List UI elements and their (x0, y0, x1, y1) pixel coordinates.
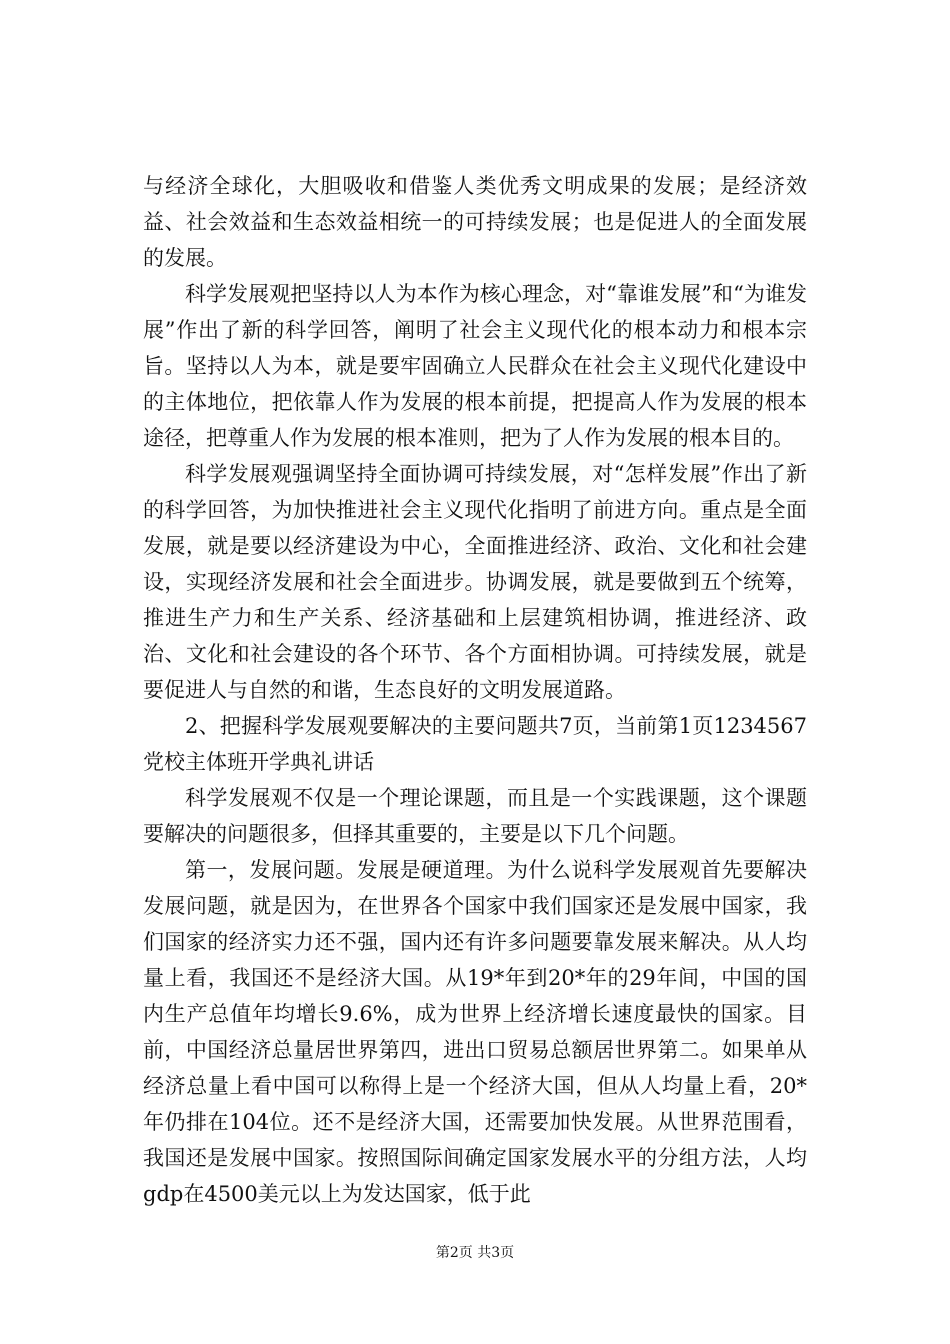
paragraph-development-issue: 第一，发展问题。发展是硬道理。为什么说科学发展观首先要解决发展问题，就是因为，在世界各个国家中我们国家还是发展中国家，我们国家的经济实力还不强，国内还有许多问题要靠发展来解决。从人均量上看，我国还不是经济大国。从19*年到20*年的29年间，中国的国内生产总值年均增长9.6%，成为世界上经济增长速度最快的国家。目前，中国经济总量居世界第四，进出口贸易总额居世界第二。如果单从经济总量上看中国可以称得上是一个经济大国，但从人均量上看，20*年仍排在104位。还不是经济大国，还需要加快发展。从世界范围看，我国还是发展中国家。按照国际间确定国家发展水平的分组方法，人均gdp在4500美元以上为发达国家，低于此 (143, 858, 807, 1206)
paragraph-section-heading: 2、把握科学发展观要解决的主要问题共7页，当前第1页1234567党校主体班开学典礼讲话 (143, 714, 807, 774)
paragraph-practice-topic: 科学发展观不仅是一个理论课题，而且是一个实践课题，这个课题要解决的问题很多，但择其重要的，主要是以下几个问题。 (143, 786, 807, 846)
paragraph-comprehensive-development: 科学发展观强调坚持全面协调可持续发展，对“怎样发展”作出了新的科学回答，为加快推进社会主义现代化指明了前进方向。重点是全面发展，就是要以经济建设为中心，全面推进经济、政治、文化和社会建设，实现经济发展和社会全面进步。协调发展，就是要做到五个统筹，推进生产力和生产关系、经济基础和上层建筑相协调，推进经济、政治、文化和社会建设的各个环节、各个方面相协调。可持续发展，就是要促进人与自然的和谐，生态良好的文明发展道路。 (143, 462, 807, 702)
paragraph-people-oriented: 科学发展观把坚持以人为本作为核心理念，对“靠谁发展”和“为谁发展”作出了新的科学回答，阐明了社会主义现代化的根本动力和根本宗旨。坚持以人为本，就是要牢固确立人民群众在社会主义现代化建设中的主体地位，把依靠人作为发展的根本前提，把提高人作为发展的根本途径，把尊重人作为发展的根本准则，把为了人作为发展的根本目的。 (143, 282, 807, 450)
page-footer: 第2页 共3页 (435, 1245, 515, 1261)
document-body (143, 168, 807, 1212)
paragraph-continuation: 与经济全球化，大胆吸收和借鉴人类优秀文明成果的发展；是经济效益、社会效益和生态效益相统一的可持续发展；也是促进人的全面发展的发展。 (143, 174, 807, 270)
